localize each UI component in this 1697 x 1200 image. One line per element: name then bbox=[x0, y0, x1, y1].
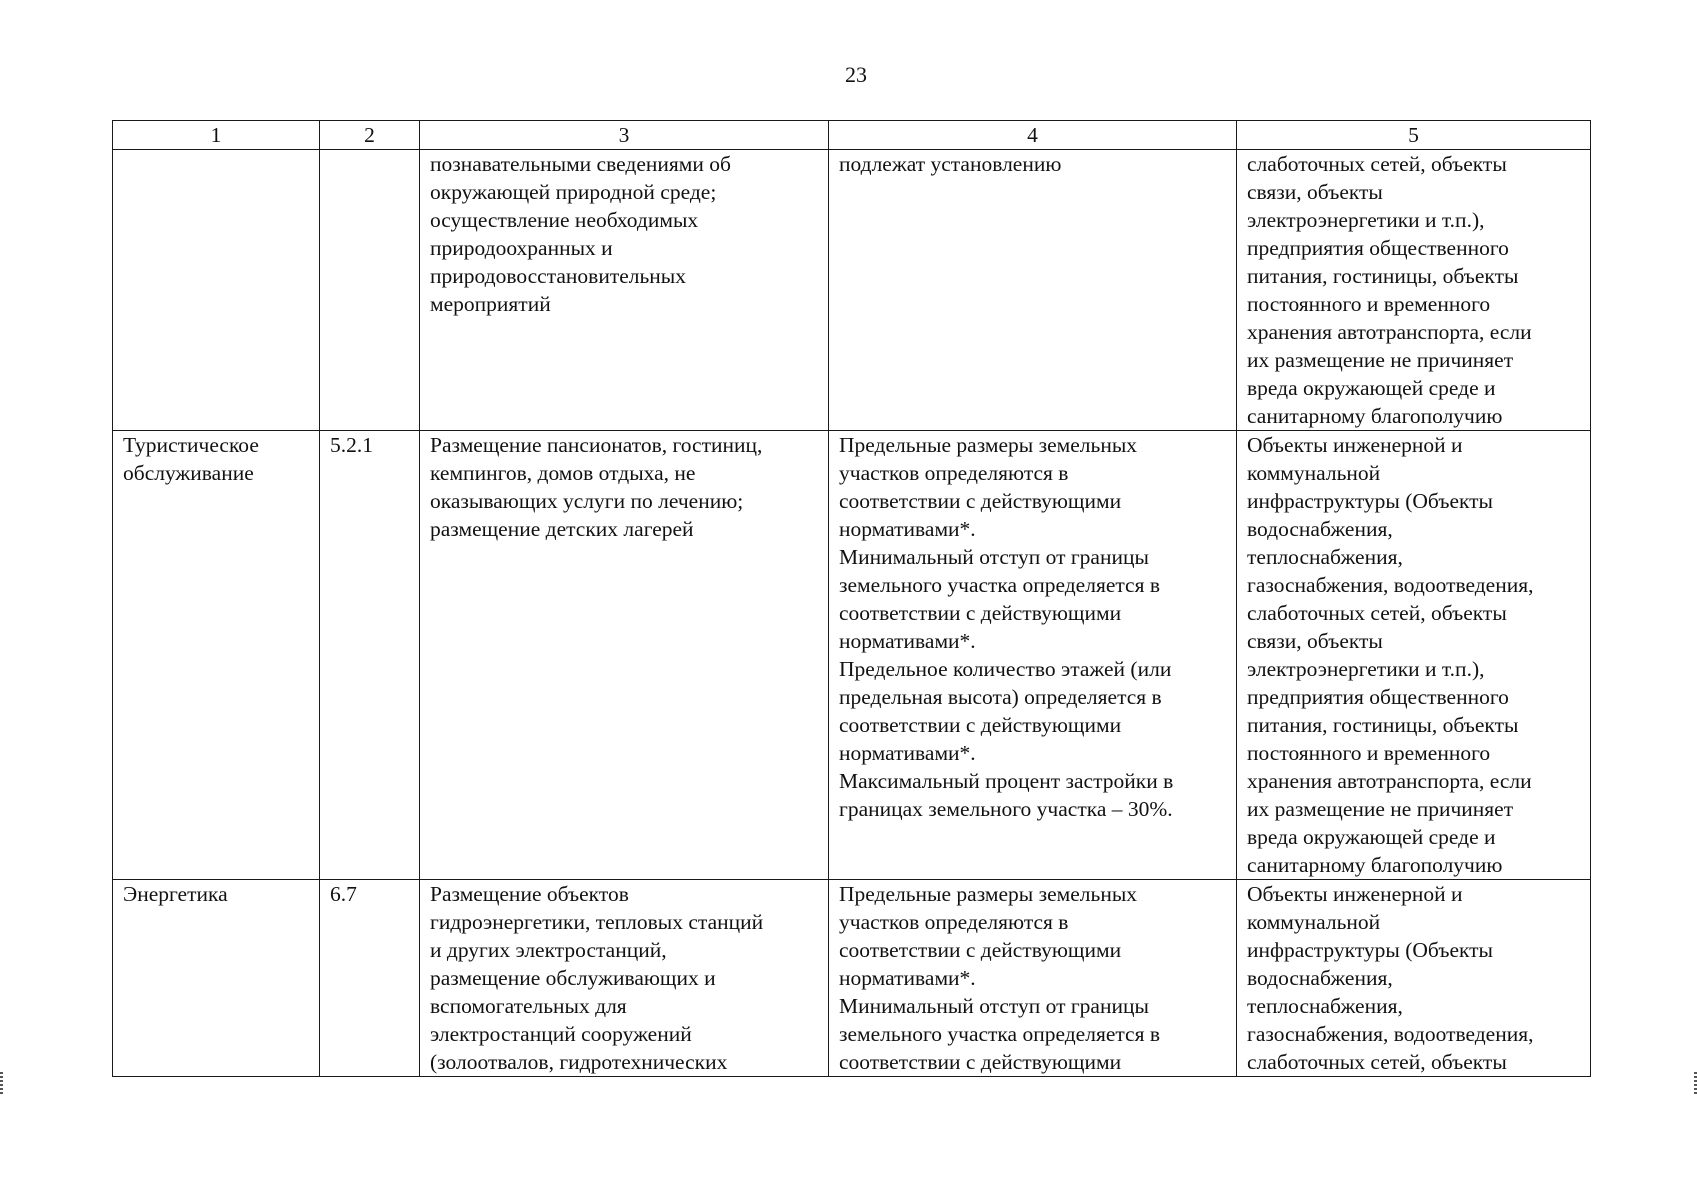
cell-auxiliary-uses: слаботочных сетей, объекты связи, объекты электроэнергетики и т.п.), предприятия общественного питания, гостиницы, объекты постоянного и временного хранения автотранспорта, если их размещение не причиняет вреда окружающей среде и санитарному благополучию bbox=[1237, 150, 1591, 431]
table-row-tourism bbox=[113, 431, 1591, 880]
cell-code: 5.2.1 bbox=[320, 431, 420, 880]
cell-code: 6.7 bbox=[320, 880, 420, 1077]
cell-parameters: Предельные размеры земельных участков определяются в соответствии с действующими нормативами*. Минимальный отступ от границы земельного участка определяется в соответствии с действующими bbox=[829, 880, 1237, 1077]
column-header-2: 2 bbox=[320, 121, 420, 150]
table-row-continuation bbox=[113, 150, 1591, 431]
cell-parameters: Предельные размеры земельных участков определяются в соответствии с действующими нормативами*. Минимальный отступ от границы земельного участка определяется в соответствии с действующими нормативами*. Предельное количество этажей (или предельная высота) определяется в соответствии с действующими нормативами*. Максимальный процент застройки в границах земельного участка – 30%. bbox=[829, 431, 1237, 880]
table-row-energy bbox=[113, 880, 1591, 1077]
scan-edge-mark-left bbox=[0, 1072, 3, 1094]
cell-description: познавательными сведениями об окружающей природной среде; осуществление необходимых природоохранных и природовосстановительных мероприятий bbox=[420, 150, 829, 431]
cell-use-type: Энергетика bbox=[113, 880, 320, 1077]
page-number: 23 bbox=[845, 62, 867, 87]
cell-use-type: Туристическое обслуживание bbox=[113, 431, 320, 880]
cell-description: Размещение пансионатов, гостиниц, кемпингов, домов отдыха, не оказывающих услуги по лечению; размещение детских лагерей bbox=[420, 431, 829, 880]
cell-parameters: подлежат установлению bbox=[829, 150, 1237, 431]
cell-auxiliary-uses: Объекты инженерной и коммунальной инфраструктуры (Объекты водоснабжения, теплоснабжения, газоснабжения, водоотведения, слаботочных сетей, объекты связи, объекты электроэнергетики и т.п.), предприятия общественного питания, гостиницы, объекты постоянного и временного хранения автотранспорта, если их размещение не причиняет вреда окружающей среде и санитарному благополучию bbox=[1237, 431, 1591, 880]
cell-use-type bbox=[113, 150, 320, 431]
cell-code bbox=[320, 150, 420, 431]
table-header-row bbox=[113, 121, 1591, 150]
cell-auxiliary-uses: Объекты инженерной и коммунальной инфраструктуры (Объекты водоснабжения, теплоснабжения, газоснабжения, водоотведения, слаботочных сетей, объекты bbox=[1237, 880, 1591, 1077]
cell-description: Размещение объектов гидроэнергетики, тепловых станций и других электростанций, размещение обслуживающих и вспомогательных для электростанций сооружений (золоотвалов, гидротехнических bbox=[420, 880, 829, 1077]
column-header-1: 1 bbox=[113, 121, 320, 150]
column-header-4: 4 bbox=[829, 121, 1237, 150]
land-use-table bbox=[112, 120, 1591, 1077]
column-header-3: 3 bbox=[420, 121, 829, 150]
column-header-5: 5 bbox=[1237, 121, 1591, 150]
